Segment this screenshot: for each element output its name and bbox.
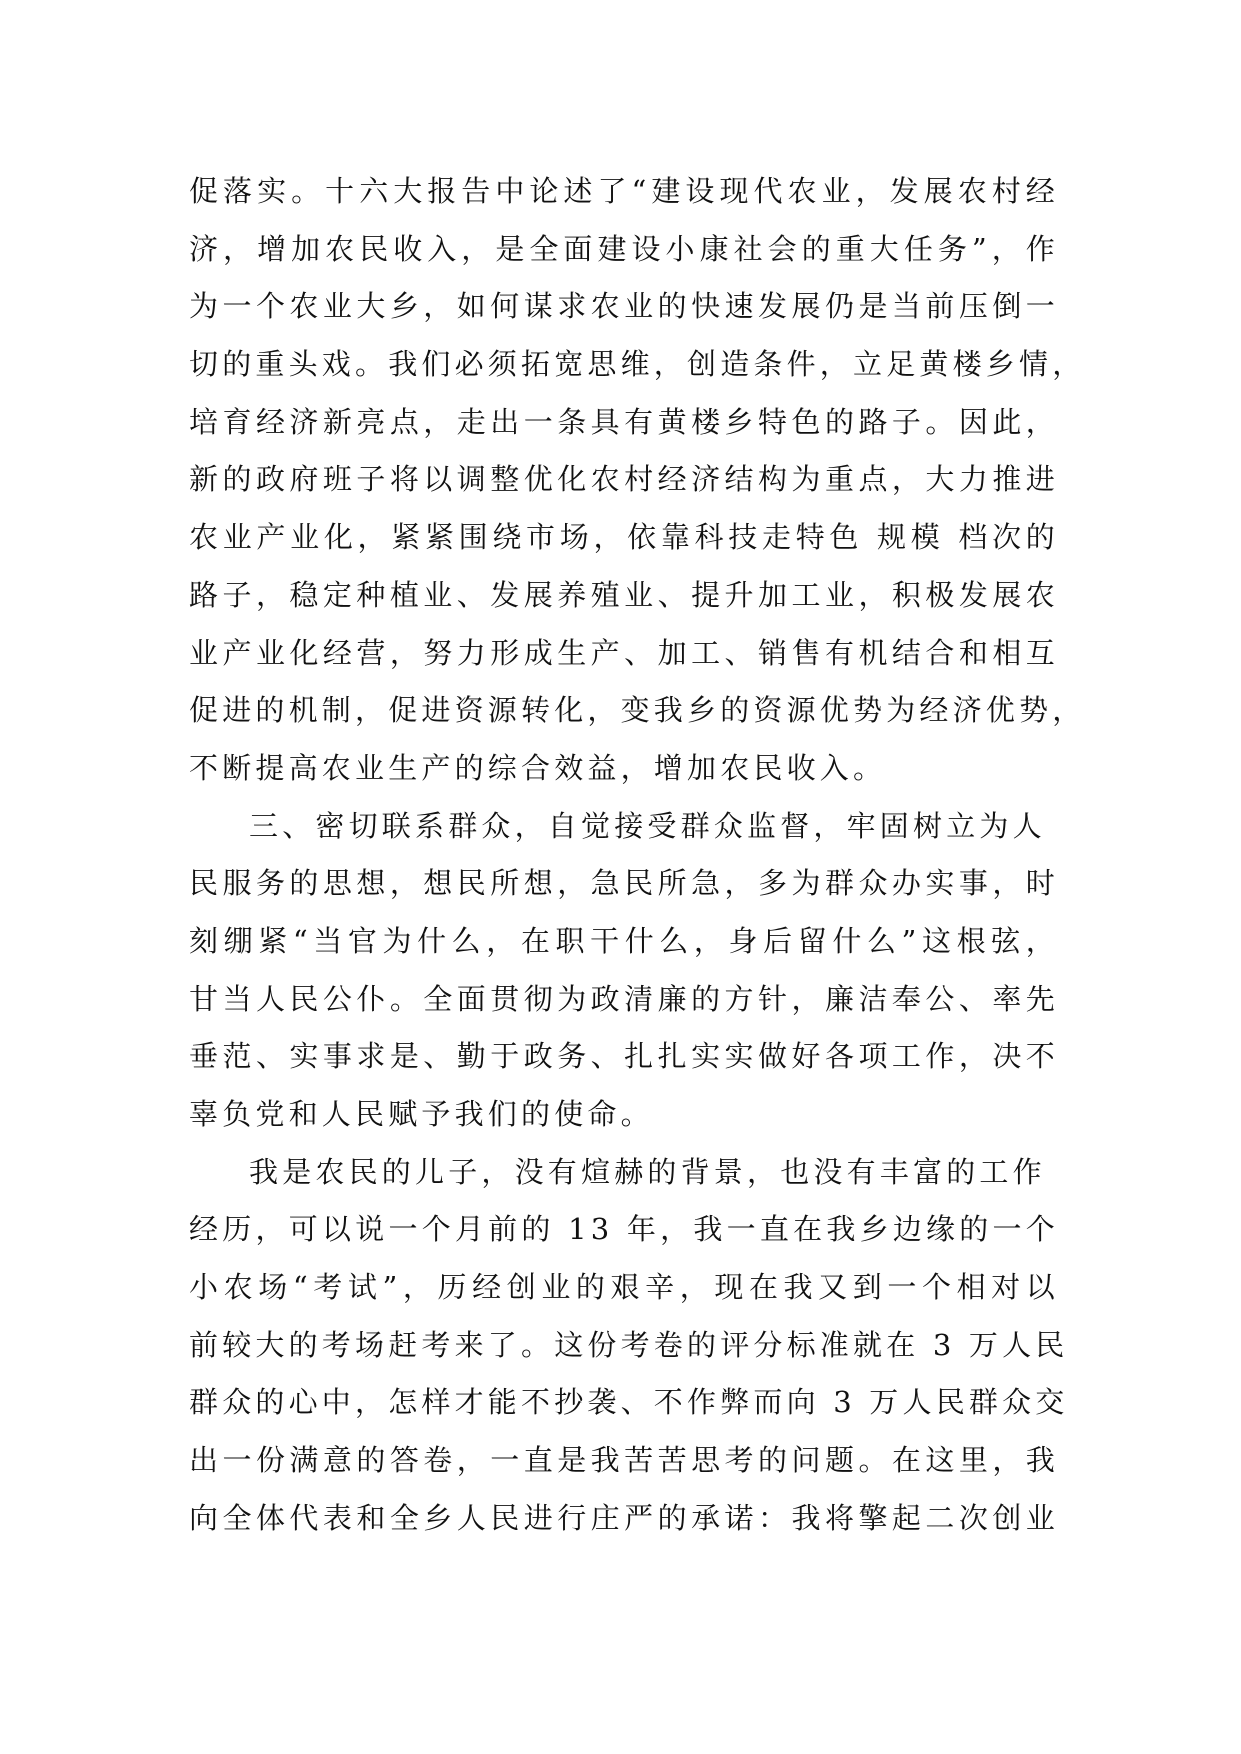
text-line: 群众的心中，怎样才能不抄袭、不作弊而向 3 万人民群众交 bbox=[189, 1385, 1069, 1420]
text-line: 促落实。十六大报告中论述了“建设现代农业，发展农村经 bbox=[189, 174, 1059, 208]
text-line: 为一个农业大乡，如何谋求农业的快速发展仍是当前压倒一 bbox=[189, 289, 1059, 324]
text-line: 路子，稳定种植业、发展养殖业、提升加工业，积极发展农 bbox=[189, 577, 1059, 612]
text-line: 新的政府班子将以调整优化农村经济结构为重点，大力推进 bbox=[189, 462, 1059, 497]
text-line: 垂范、实事求是、勤于政务、扎扎实实做好各项工作，决不 bbox=[189, 1039, 1059, 1074]
text-line: 切的重头戏。我们必须拓宽思维，创造条件，立足黄楼乡情， bbox=[189, 347, 1086, 382]
text-line: 辜负党和人民赋予我们的使命。 bbox=[189, 1097, 654, 1131]
text-line: 经历，可以说一个月前的 13 年，我一直在我乡边缘的一个 bbox=[189, 1212, 1059, 1247]
text-line: 甘当人民公仆。全面贯彻为政清廉的方针，廉洁奉公、率先 bbox=[189, 981, 1059, 1016]
text-line: 济，增加农民收入，是全面建设小康社会的重大任务”，作 bbox=[189, 231, 1059, 266]
text-line: 小农场“考试”，历经创业的艰辛，现在我又到一个相对以 bbox=[189, 1270, 1059, 1305]
text-line: 不断提高农业生产的综合效益，增加农民收入。 bbox=[189, 750, 887, 785]
text-line: 民服务的思想，想民所想，急民所急，多为群众办实事，时 bbox=[189, 866, 1059, 901]
text-line: 刻绷紧“当官为什么，在职干什么，身后留什么”这根弦， bbox=[189, 923, 1059, 958]
text-line: 向全体代表和全乡人民进行庄严的承诺：我将擎起二次创业 bbox=[189, 1500, 1059, 1535]
text-line: 促进的机制，促进资源转化，变我乡的资源优势为经济优势， bbox=[189, 693, 1086, 728]
text-line: 出一份满意的答卷，一直是我苦苦思考的问题。在这里，我 bbox=[189, 1443, 1059, 1478]
text-line: 培育经济新亮点，走出一条具有黄楼乡特色的路子。因此， bbox=[189, 404, 1059, 439]
text-line: 农业产业化，紧紧围绕市场，依靠科技走特色 规模 档次的 bbox=[189, 520, 1059, 555]
text-line: 前较大的考场赶考来了。这份考卷的评分标准就在 3 万人民 bbox=[189, 1327, 1069, 1362]
paragraph-first-line: 三、密切联系群众，自觉接受群众监督，牢固树立为人 bbox=[249, 808, 1046, 843]
body-text bbox=[189, 163, 1086, 1548]
text-line: 业产业化经营，努力形成生产、加工、销售有机结合和相互 bbox=[189, 635, 1059, 670]
paragraph-first-line: 我是农民的儿子，没有煊赫的背景，也没有丰富的工作 bbox=[249, 1154, 1046, 1189]
